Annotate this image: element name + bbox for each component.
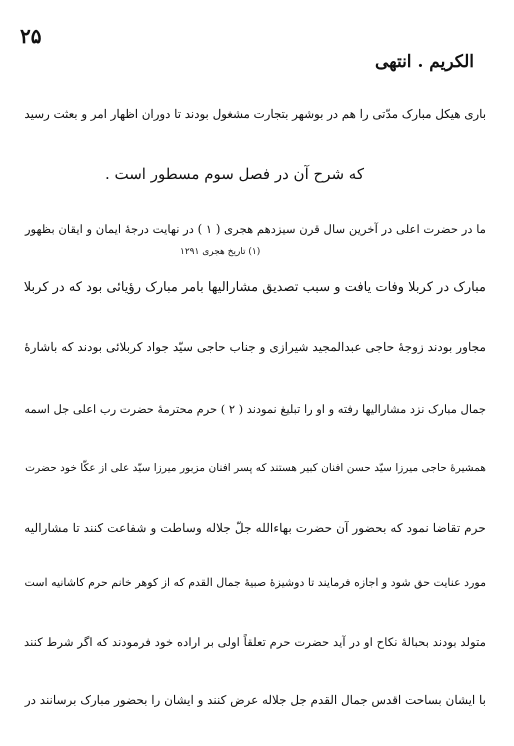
text-line-6: جمال مبارک نزد مشارالیها رفته و او را تبلیغ نمودند ( ۲ ) حرم محترمهٔ حضرت رب اعلی جل اسمه <box>24 402 486 416</box>
text-line-1: باری هیکل مبارک مدّتی را هم در بوشهر بتجارت مشغول بودند تا دوران اظهار امر و بعثت رسید <box>24 107 486 121</box>
text-line-11: با ایشان بساحت اقدس جمال القدم جل جلاله عرض کنند و ایشان را بحضور مبارک برسانند در <box>24 693 486 707</box>
text-line-10: متولد بودند بحبالهٔ نکاح او در آید حضرت حرم تعلقاً اولی بر اراده خود فرمودند که اگر شرط کنند <box>23 635 486 649</box>
text-line-3: ما در حضرت اعلی در آخرین سال قرن سیزدهم هجری ( ۱ ) در نهایت درجهٔ ایمان و ایقان بظهور <box>24 222 486 236</box>
text-line-5: مجاور بودند زوجهٔ حاجی عبدالمجید شیرازی و جناب حاجی سیّد جواد کربلائی بودند که باشارهٔ <box>24 340 486 354</box>
section-ending: الکریم . انتهی <box>374 52 474 72</box>
text-line-7: همشیرهٔ حاجی میرزا سیّد حسن افنان کبیر هستند که پسر افنان مزبور میرزا سیّد علی از عکّا خود حضرت <box>25 461 486 474</box>
page-number: ۲۵ <box>20 24 42 48</box>
text-line-2: که شرح آن در فصل سوم مسطور است . <box>104 165 364 183</box>
inline-footnote: (۱) تاریخ هجری ۱۲۹۱ <box>180 247 261 257</box>
text-line-8: حرم تقاضا نمود که بحضور آن حضرت بهاءالله جلّ جلاله وساطت و شفاعت کنند تا مشارالیه <box>24 521 486 535</box>
text-line-4: مبارک در کربلا وفات یافت و سبب تصدیق مشارالیها بامر مبارک رؤیائی بود که در کربلا <box>23 280 486 295</box>
text-line-9: مورد عنایت حق شود و اجازه فرمایند تا دوشیزهٔ صبیهٔ جمال القدم که از کوهر خانم حرم کاشانیه است <box>24 576 486 589</box>
